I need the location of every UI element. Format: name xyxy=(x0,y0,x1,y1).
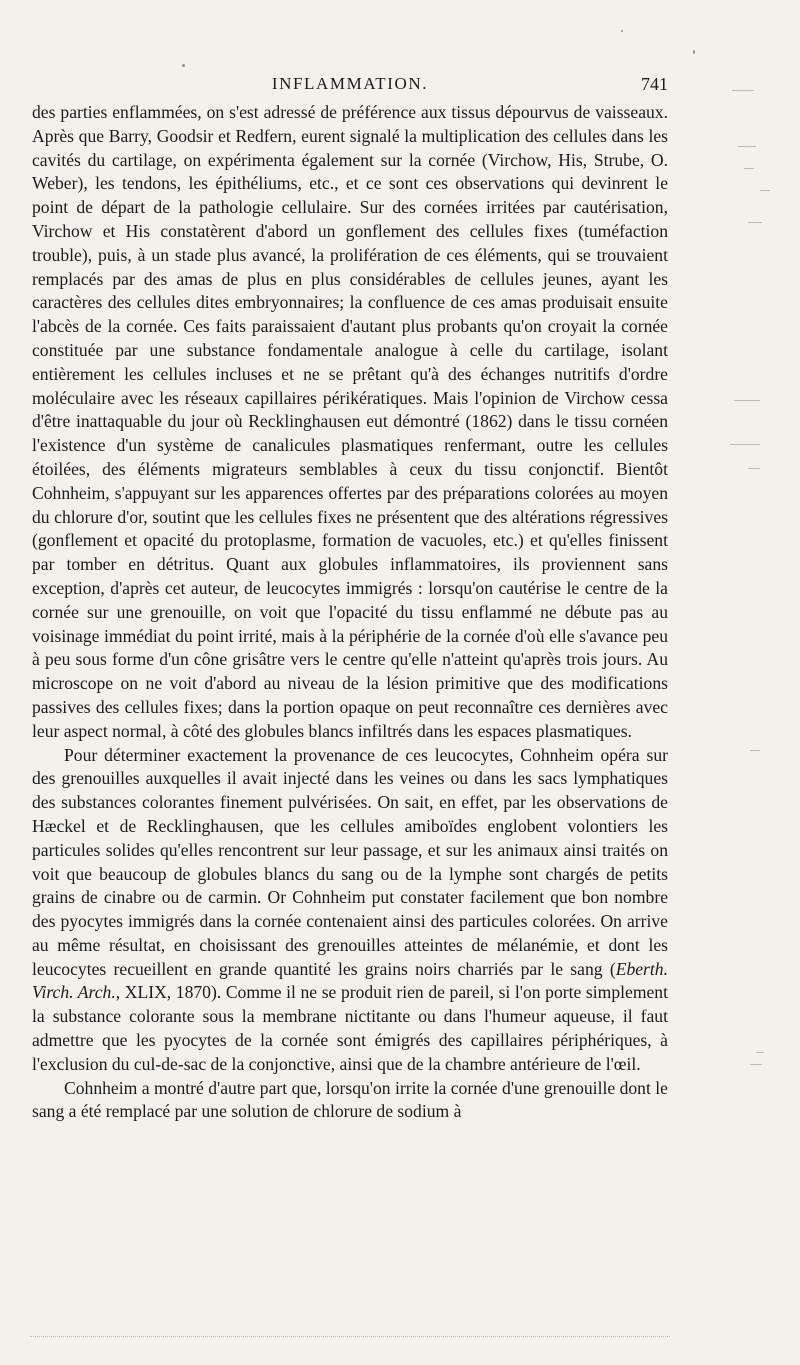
scan-bottom-line xyxy=(30,1336,670,1339)
paragraph xyxy=(32,744,668,1077)
paragraph xyxy=(32,1077,668,1125)
paragraph-text: , XLIX, 1870). Comme il ne se produit rien de pareil, si l'on porte simplement la substance colorante sous la membrane nictitante ou dans l'humeur aqueuse, il faut admettre que les pyocytes de la cornée sont émigrés des capillaires périphériques, à l'exclusion du cul-de-sac de la conjonctive, ainsi que de la chambre antérieure de l'œil. xyxy=(32,982,668,1074)
paragraph-text: Cohnheim a montré d'autre part que, lorsqu'on irrite la cornée d'une grenouille dont le sang a été remplacé par une solution de chlorure de sodium à xyxy=(32,1077,668,1122)
scan-speck xyxy=(621,30,623,32)
page-header xyxy=(32,74,668,98)
paragraph-text: Pour déterminer exactement la provenance de ces leucocytes, Cohnheim opéra sur des grenouilles auxquelles il avait injecté dans les veines ou dans les sacs lymphatiques des substances colorantes finement pulvérisées. On sait, en effet, par les observations de Hæckel et de Recklinghausen, que les cellules amiboïdes englobent volontiers les particules solides qu'elles rencontrent sur leur passage, et sur les animaux ainsi traités on voit que beaucoup de globules blancs du sang ou de la lymphe sont chargés de petits grains de cinabre ou de carmin. Or Cohnheim put constater facilement que bon nombre des pyocytes immigrés dans la cornée contenaient ainsi des particules colorées. On arrive au même résultat, en choisissant des grenouilles atteintes de mélanémie, et dont les leucocytes recueillent en grande quantité les grains noirs charriés par le sang ( xyxy=(32,744,668,979)
citation-italic: Eberth. Virch. Arch. xyxy=(32,958,668,1003)
scan-speck xyxy=(693,50,695,54)
page-number: 741 xyxy=(641,74,668,94)
paragraph xyxy=(32,101,668,744)
scan-speck xyxy=(182,64,185,67)
body-text xyxy=(32,101,668,1124)
running-title: INFLAMMATION. xyxy=(271,74,429,93)
paragraph-text: des parties enflammées, on s'est adressé de préférence aux tissus dépourvus de vaisseaux. Après que Barry, Goodsir et Redfern, eurent signalé la multiplication des cellules dans les cavités du cartilage, on expérimenta également sur la cornée (Virchow, His, Strube, O. Weber), les tendons, les épithéliums, etc., et ce sont ces observations qui devinrent le point de départ de la pathologie cellulaire. Sur des cornées irritées par cautérisation, Virchow et His constatèrent d'abord un gonflement des cellules fixes (tuméfaction trouble), puis, à un stade plus avancé, la prolifération de ces éléments, qui se trouvaient remplacés par des amas de plus en plus considérables de cellules jeunes, ayant les caractères des cellules dites embryonnaires; la confluence de ces amas produisait ensuite l'abcès de la cornée. Ces faits paraissaient d'autant plus probants qu'on croyait la cornée constituée par une substance fondamentale analogue à celle du cartilage, isolant entièrement les cellules incluses et ne se prêtant qu'à des échanges nutritifs d'ordre moléculaire avec les réseaux capillaires périkératiques. Mais l'opinion de Virchow cessa d'être inattaquable du jour où Recklinghausen eut démontré (1862) dans le tissu cornéen l'existence d'un système de canalicules plasmatiques renfermant, outre les cellules étoilées, des éléments migrateurs semblables à ceux du tissu conjonctif. Bientôt Cohnheim, s'appuyant sur les apparences offertes par des préparations colorées au moyen du chlorure d'or, soutint que les cellules fixes ne présentent que des altérations régressives (gonflement et opacité du protoplasme, formation de vacuoles, etc.) et qu'elles finissent par tomber en détritus. Quant aux globules inflammatoires, ils proviennent sans exception, d'après cet auteur, de leucocytes immigrés : lorsqu'on cautérise le centre de la cornée sur une grenouille, on voit que l'opacité du tissu enflammé ne débute pas au voisinage immédiat du point irrité, mais à la périphérie de la cornée d'où elle s'avance peu à peu sous forme d'un cône grisâtre vers le centre qu'elle n'atteint qu'après trois jours. Au microscope on ne voit d'abord au niveau de la lésion primitive que des modifications passives des cellules fixes; dans la portion opaque on peut reconnaître ces dernières avec leur aspect normal, à côté des globules blancs infiltrés dans les espaces plasmatiques. xyxy=(32,102,668,741)
scan-edge-marks xyxy=(730,40,790,1280)
